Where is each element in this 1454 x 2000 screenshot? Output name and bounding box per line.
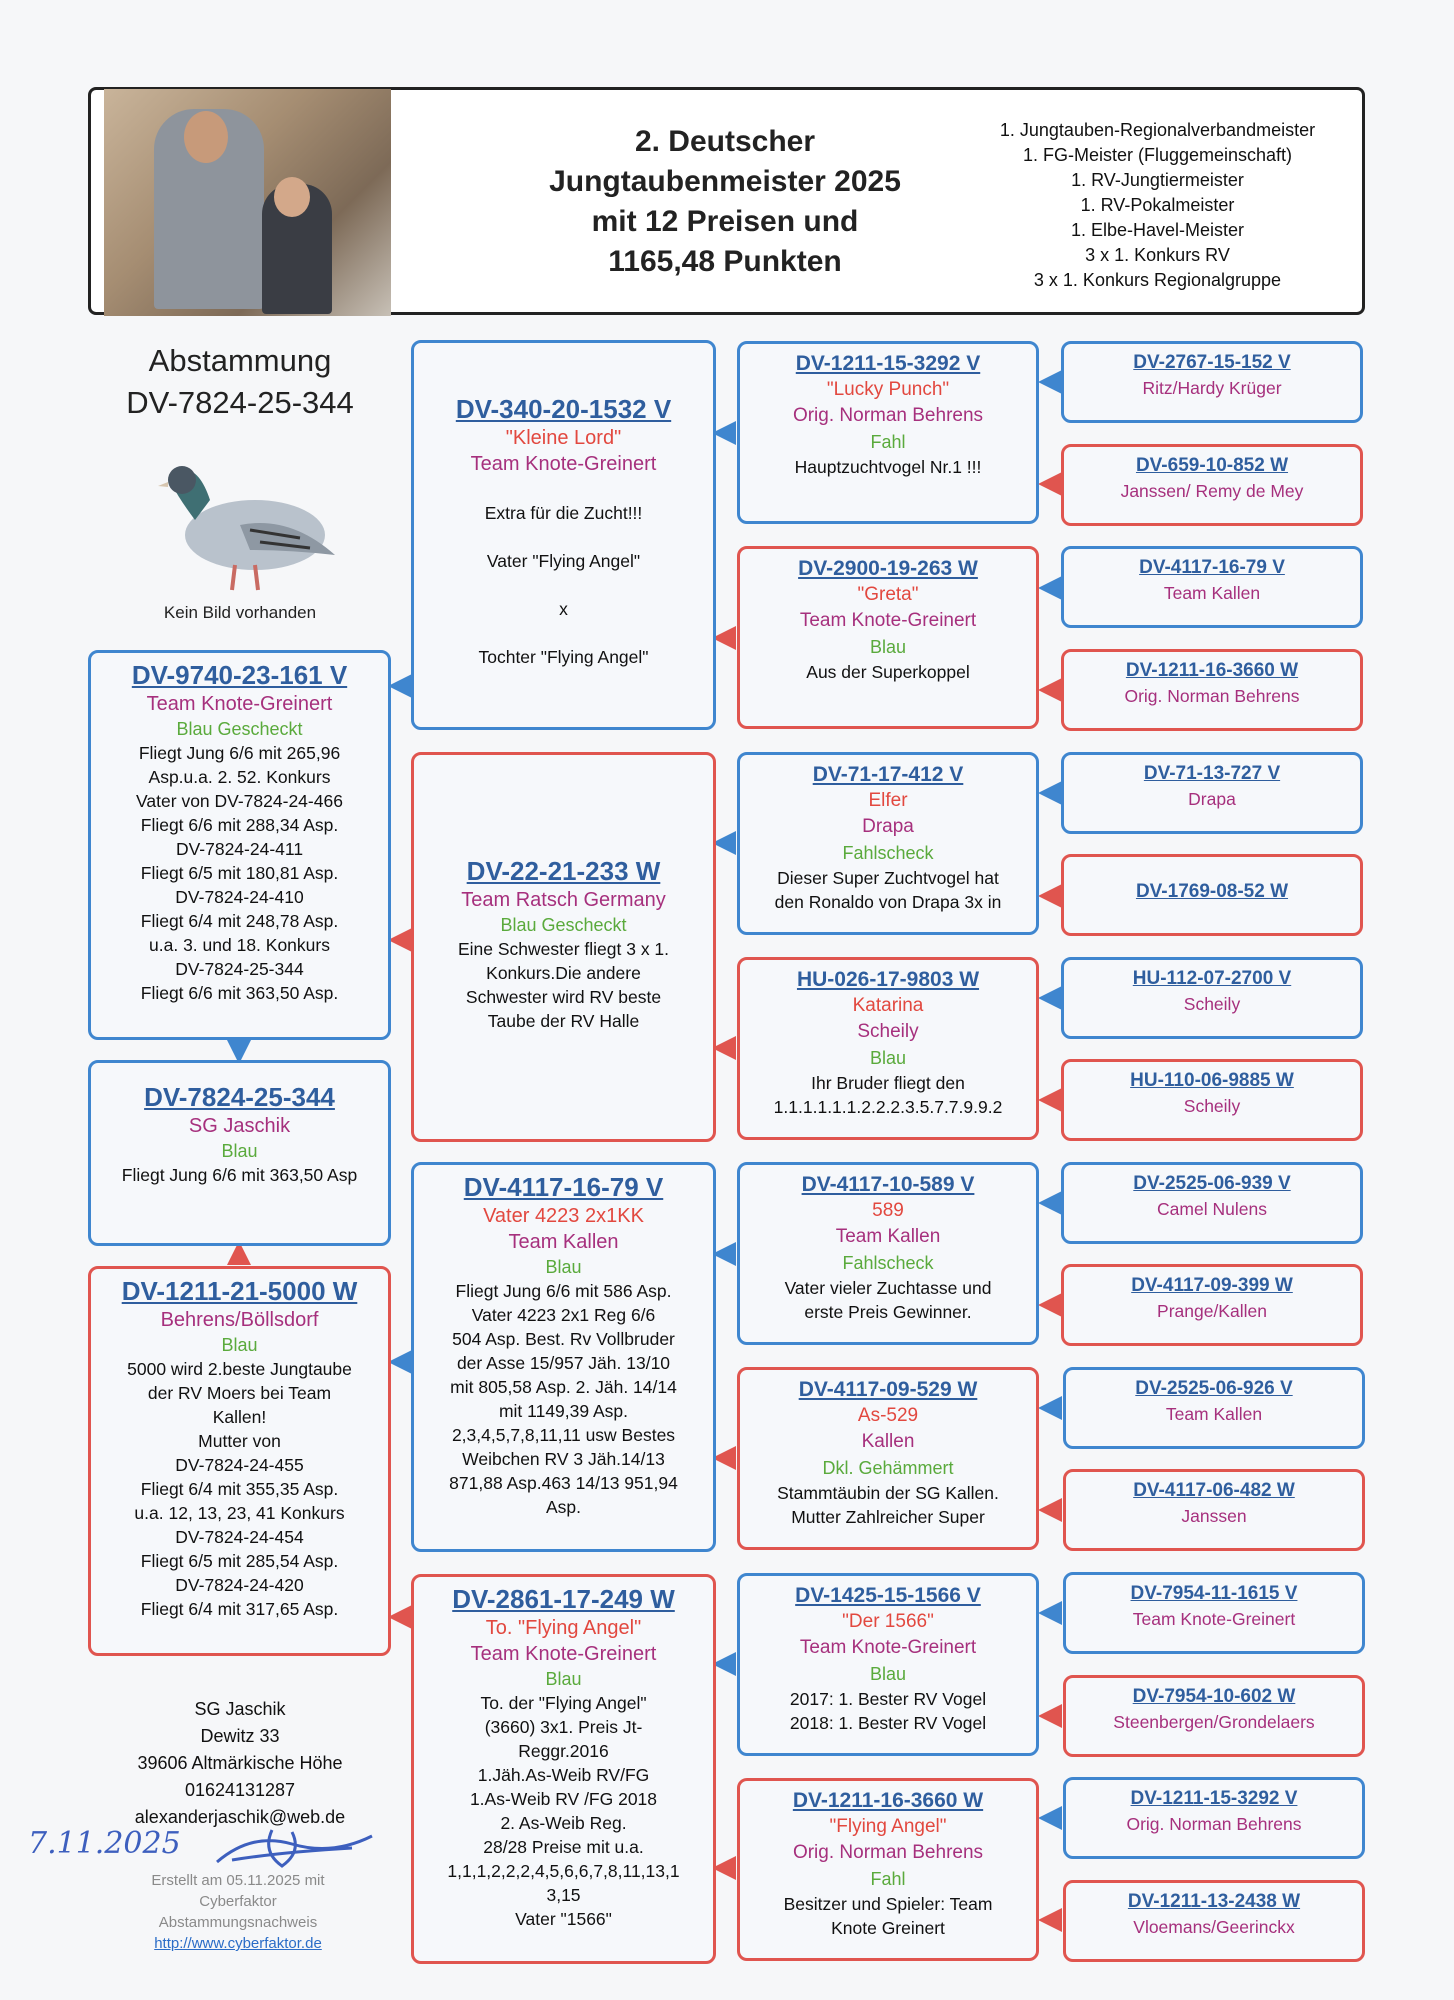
mother-ring[interactable]: DV-1211-21-5000 W	[121, 1276, 358, 1306]
signature-icon	[212, 1822, 382, 1872]
no-picture-label: Kein Bild vorhanden	[163, 603, 317, 622]
grandmother-paternal-card[interactable]: DV-22-21-233 W Team Ratsch Germany Blau Gescheckt Eine Schwester fliegt 3 x 1. Konkurs.Die andere Schwester wird RV beste Taube der RV Halle	[411, 752, 716, 1142]
subject-card[interactable]: DV-7824-25-344 SG Jaschik Blau Fliegt Jung 6/6 mit 363,50 Asp	[88, 1060, 391, 1246]
gen4-card-15[interactable]: DV-1211-15-3292 V Orig. Norman Behrens	[1063, 1777, 1365, 1859]
subject-ring[interactable]: DV-7824-25-344	[144, 1082, 335, 1112]
gen3-card-8[interactable]: DV-1211-16-3660 W "Flying Angel" Orig. Norman Behrens Fahl Besitzer und Spieler: Team Knote Greinert	[737, 1778, 1039, 1961]
titles-list: 1. Jungtauben-Regionalverbandmeister 1. FG-Meister (Fluggemeinschaft) 1. RV-Jungtiermeister 1. RV-Pokalmeister 1. Elbe-Havel-Meister 3 x 1. Konkurs RV 3 x 1. Konkurs Regionalgruppe	[999, 120, 1316, 290]
gen3-card-4[interactable]: HU-026-17-9803 W Katarina Scheily Blau Ihr Bruder fliegt den 1.1.1.1.1.1.2.2.2.3.5.7.7.9.9.2	[737, 957, 1039, 1140]
gen3-card-3[interactable]: DV-71-17-412 V Elfer Drapa Fahlscheck Dieser Super Zuchtvogel hat den Ronaldo von Drapa 3x in	[737, 752, 1039, 935]
gen3-card-5[interactable]: DV-4117-10-589 V 589 Team Kallen Fahlscheck Vater vieler Zuchtasse und erste Preis Gewinner.	[737, 1162, 1039, 1345]
handwritten-date: 7.11.2025	[28, 1826, 181, 1861]
gen4-card-3[interactable]: DV-4117-16-79 V Team Kallen	[1061, 546, 1363, 628]
gen4-card-11[interactable]: DV-2525-06-926 V Team Kallen	[1063, 1367, 1365, 1449]
gen3-card-1[interactable]: DV-1211-15-3292 V "Lucky Punch" Orig. Norman Behrens Fahl Hauptzuchtvogel Nr.1 !!!	[737, 341, 1039, 524]
gen4-card-9[interactable]: DV-2525-06-939 V Camel Nulens	[1061, 1162, 1363, 1244]
gen4-card-4[interactable]: DV-1211-16-3660 W Orig. Norman Behrens	[1061, 649, 1363, 731]
grandmother-maternal-card[interactable]: DV-2861-17-249 W To. "Flying Angel" Team Knote-Greinert Blau To. der "Flying Angel" (3660) 3x1. Preis Jt- Reggr.2016 1.Jäh.As-Weib RV/FG 1.As-Weib RV /FG 2018 2. As-Weib Reg. 28/28 Preise mit u.a. 1,1,1,2,2,2,4,5,6,6,7,8,11,13,1 3,15 Vater "1566"	[411, 1574, 716, 1964]
pedigree-heading: Abstammung DV-7824-25-344	[126, 343, 354, 420]
gen4-card-16[interactable]: DV-1211-13-2438 W Vloemans/Geerinckx	[1063, 1880, 1365, 1962]
gen3-card-7[interactable]: DV-1425-15-1566 V "Der 1566" Team Knote-Greinert Blau 2017: 1. Bester RV Vogel 2018: 1. Bester RV Vogel	[737, 1573, 1039, 1756]
father-card[interactable]: DV-9740-23-161 V Team Knote-Greinert Blau Gescheckt Fliegt Jung 6/6 mit 265,96 Asp.u.a. 2. 52. Konkurs Vater von DV-7824-24-466 Fliegt 6/6 mit 288,34 Asp. DV-7824-24-411 Fliegt 6/5 mit 180,81 Asp. DV-7824-24-410 Fliegt 6/4 mit 248,78 Asp. u.a. 3. und 18. Konkurs DV-7824-25-344 Fliegt 6/6 mit 363,50 Asp.	[88, 650, 391, 1040]
gen4-card-14[interactable]: DV-7954-10-602 W Steenbergen/Grondelaers	[1063, 1675, 1365, 1757]
gen4-card-5[interactable]: DV-71-13-727 V Drapa	[1061, 752, 1363, 834]
gen4-card-7[interactable]: HU-112-07-2700 V Scheily	[1061, 957, 1363, 1039]
creation-credit: Erstellt am 05.11.2025 mit Cyberfaktor Abstammungsnachweis http://www.cyberfaktor.de	[151, 1872, 325, 1952]
mother-card[interactable]: DV-1211-21-5000 W Behrens/Böllsdorf Blau 5000 wird 2.beste Jungtaube der RV Moers bei Team Kallen! Mutter von DV-7824-24-455 Fliegt 6/4 mit 355,35 Asp. u.a. 12, 13, 23, 41 Konkurs DV-7824-24-454 Fliegt 6/5 mit 285,54 Asp. DV-7824-24-420 Fliegt 6/4 mit 317,65 Asp.	[88, 1266, 391, 1656]
gen4-card-8[interactable]: HU-110-06-9885 W Scheily	[1061, 1059, 1363, 1141]
email-link[interactable]: alexanderjaschik@web.de	[134, 1807, 346, 1827]
gen4-card-6[interactable]: DV-1769-08-52 W	[1061, 854, 1363, 936]
owner-contact: SG Jaschik Dewitz 33 39606 Altmärkische Höhe 01624131287 alexanderjaschik@web.de	[110, 1696, 370, 1831]
gen3-card-6[interactable]: DV-4117-09-529 W As-529 Kallen Dkl. Gehämmert Stammtäubin der SG Kallen. Mutter Zahlreicher Super	[737, 1367, 1039, 1550]
grandfather-paternal-card[interactable]: DV-340-20-1532 V "Kleine Lord" Team Knote-Greinert Extra für die Zucht!!! Vater "Flying Angel" x Tochter "Flying Angel"	[411, 340, 716, 730]
grandfather-maternal-card[interactable]: DV-4117-16-79 V Vater 4223 2x1KK Team Kallen Blau Fliegt Jung 6/6 mit 586 Asp. Vater 4223 2x1 Reg 6/6 504 Asp. Best. Rv Vollbruder der Asse 15/957 Jäh. 13/10 mit 805,58 Asp. 2. Jäh. 14/14 mit 1149,39 Asp. 2,3,4,5,7,8,11,11 usw Bestes Weibchen RV 3 Jäh.14/13 871,88 Asp.463 14/13 951,94 Asp.	[411, 1162, 716, 1552]
gen4-card-1[interactable]: DV-2767-15-152 V Ritz/Hardy Krüger	[1061, 341, 1363, 423]
cyberfaktor-link[interactable]: http://www.cyberfaktor.de	[154, 1935, 322, 1952]
gen4-card-13[interactable]: DV-7954-11-1615 V Team Knote-Greinert	[1063, 1572, 1365, 1654]
gen4-card-12[interactable]: DV-4117-06-482 W Janssen	[1063, 1469, 1365, 1551]
championship-title: 2. Deutscher Jungtaubenmeister 2025 mit 12 Preisen und 1165,48 Punkten	[549, 125, 901, 278]
father-ring[interactable]: DV-9740-23-161 V	[131, 660, 348, 690]
gen4-card-2[interactable]: DV-659-10-852 W Janssen/ Remy de Mey	[1061, 444, 1363, 526]
gen3-card-2[interactable]: DV-2900-19-263 W "Greta" Team Knote-Greinert Blau Aus der Superkoppel	[737, 546, 1039, 729]
gen4-card-10[interactable]: DV-4117-09-399 W Prange/Kallen	[1061, 1264, 1363, 1346]
